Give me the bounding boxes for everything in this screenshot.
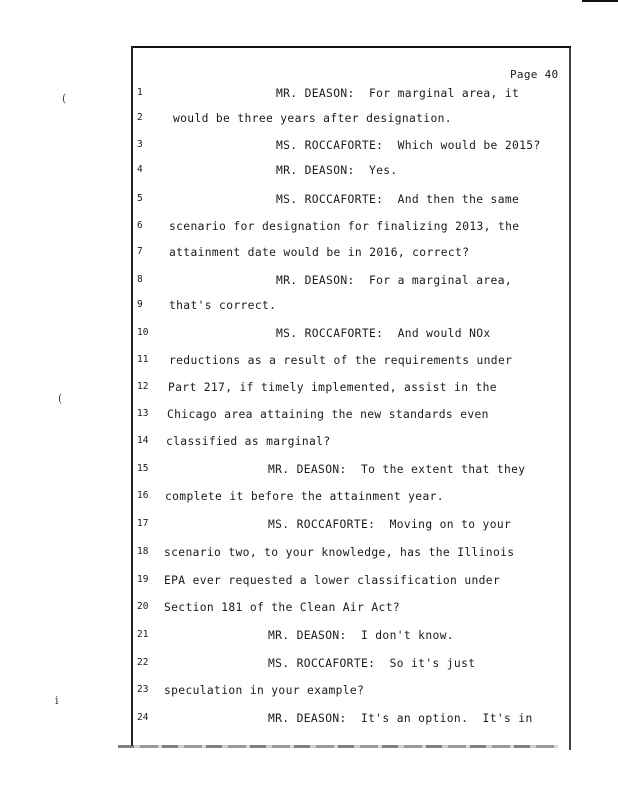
margin-mark: ( xyxy=(58,392,63,405)
line-text: speculation in your example? xyxy=(164,684,365,697)
line-number: 23 xyxy=(137,684,149,695)
line-text: MS. ROCCAFORTE: Moving on to your xyxy=(268,518,512,531)
transcript-line xyxy=(0,684,618,702)
line-text: scenario for designation for finalizing 2013, the xyxy=(169,220,520,233)
transcript-line xyxy=(0,381,618,399)
line-number: 2 xyxy=(137,112,143,123)
line-number: 22 xyxy=(137,657,149,668)
line-number: 20 xyxy=(137,601,149,612)
line-text: Part 217, if timely implemented, assist in the xyxy=(168,381,497,394)
line-text: MS. ROCCAFORTE: So it's just xyxy=(268,657,476,670)
line-text: scenario two, to your knowledge, has the Illinois xyxy=(164,546,515,559)
line-text: MR. DEASON: For a marginal area, xyxy=(276,274,512,287)
line-text: MS. ROCCAFORTE: Which would be 2015? xyxy=(276,139,541,152)
line-text: MR. DEASON: To the extent that they xyxy=(268,463,526,476)
transcript-line xyxy=(0,139,618,157)
page-number: Page 40 xyxy=(510,68,559,81)
line-text: MR. DEASON: It's an option. It's in xyxy=(268,712,533,725)
line-number: 4 xyxy=(137,164,143,175)
line-number: 8 xyxy=(137,274,143,285)
line-text: that's correct. xyxy=(169,299,277,312)
line-text: would be three years after designation. xyxy=(173,112,452,125)
line-number: 15 xyxy=(137,463,149,474)
transcript-line xyxy=(0,87,618,105)
line-text: MR. DEASON: For marginal area, it xyxy=(276,87,520,100)
line-text: MR. DEASON: I don't know. xyxy=(268,629,454,642)
transcript-line xyxy=(0,193,618,211)
transcript-line xyxy=(0,712,618,730)
line-number: 13 xyxy=(137,408,149,419)
transcript-line xyxy=(0,408,618,426)
line-number: 21 xyxy=(137,629,149,640)
transcript-line xyxy=(0,246,618,264)
line-number: 7 xyxy=(137,246,143,257)
line-number: 17 xyxy=(137,518,149,529)
bottom-rule xyxy=(118,745,558,748)
transcript-line xyxy=(0,164,618,182)
transcript-line xyxy=(0,657,618,675)
line-number: 16 xyxy=(137,490,149,501)
line-number: 5 xyxy=(137,193,143,204)
line-text: EPA ever requested a lower classification under xyxy=(164,574,501,587)
line-number: 3 xyxy=(137,139,143,150)
line-text: attainment date would be in 2016, correct? xyxy=(169,246,470,259)
transcript-line xyxy=(0,220,618,238)
corner-mark xyxy=(582,0,618,2)
transcript-line xyxy=(0,490,618,508)
line-number: 12 xyxy=(137,381,149,392)
line-text: MS. ROCCAFORTE: And then the same xyxy=(276,193,520,206)
line-number: 1 xyxy=(137,87,143,98)
line-number: 6 xyxy=(137,220,143,231)
transcript-line xyxy=(0,518,618,536)
line-number: 18 xyxy=(137,546,149,557)
line-text: Section 181 of the Clean Air Act? xyxy=(164,601,400,614)
margin-mark: ( xyxy=(62,92,67,105)
transcript-line xyxy=(0,327,618,345)
transcript-line xyxy=(0,546,618,564)
margin-mark: i xyxy=(55,694,59,707)
transcript-line xyxy=(0,601,618,619)
transcript-line xyxy=(0,112,618,130)
transcript-line xyxy=(0,574,618,592)
transcript-line xyxy=(0,435,618,453)
line-number: 24 xyxy=(137,712,149,723)
line-text: reductions as a result of the requirements under xyxy=(169,354,513,367)
line-number: 19 xyxy=(137,574,149,585)
transcript-line xyxy=(0,629,618,647)
transcript-line xyxy=(0,274,618,292)
transcript-line xyxy=(0,299,618,317)
line-text: MS. ROCCAFORTE: And would NOx xyxy=(276,327,491,340)
line-text: MR. DEASON: Yes. xyxy=(276,164,398,177)
line-text: complete it before the attainment year. xyxy=(165,490,444,503)
page-frame-top xyxy=(131,46,571,48)
line-number: 9 xyxy=(137,299,143,310)
transcript-line xyxy=(0,354,618,372)
line-text: classified as marginal? xyxy=(166,435,331,448)
line-number: 10 xyxy=(137,327,149,338)
transcript-line xyxy=(0,463,618,481)
line-text: Chicago area attaining the new standards even xyxy=(167,408,489,421)
line-number: 14 xyxy=(137,435,149,446)
line-number: 11 xyxy=(137,354,149,365)
